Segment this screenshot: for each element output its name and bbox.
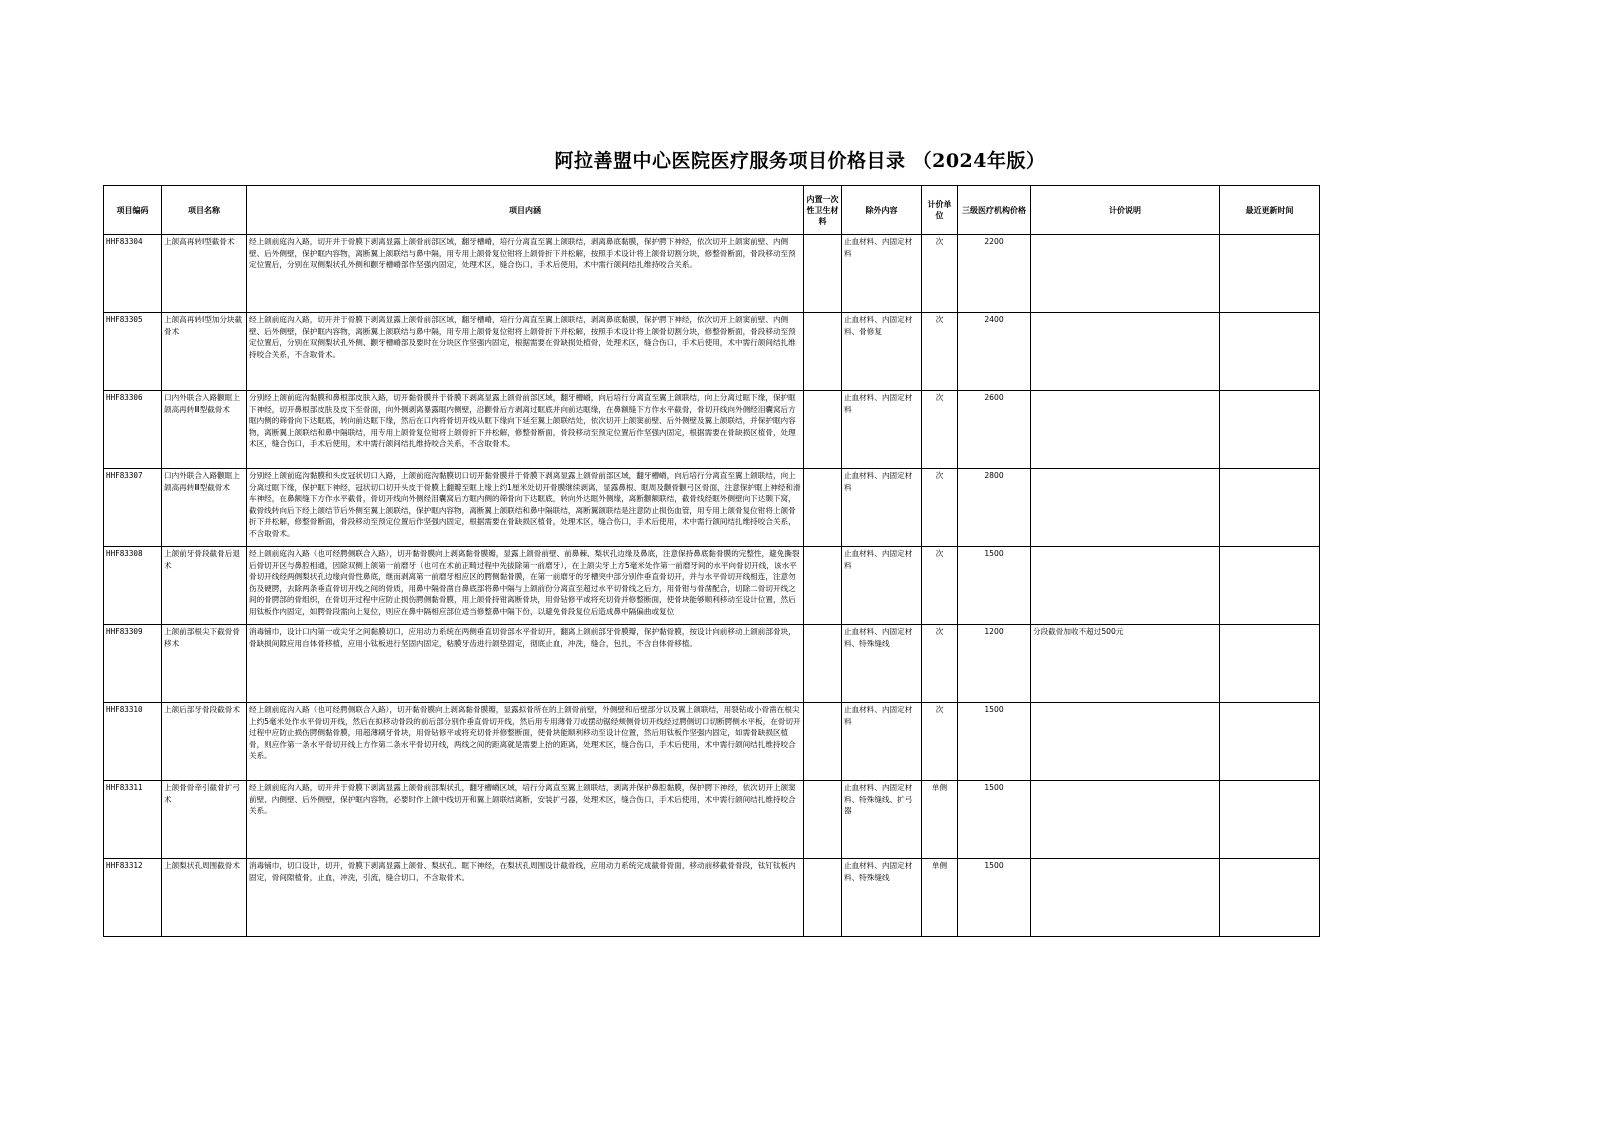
cell-material bbox=[804, 547, 842, 625]
cell-name: 上颌前部根尖下截骨骨移术 bbox=[162, 625, 247, 703]
cell-note bbox=[1031, 781, 1220, 859]
cell-code: HHF83306 bbox=[104, 391, 162, 469]
cell-price: 2400 bbox=[958, 313, 1031, 391]
cell-price: 2800 bbox=[958, 469, 1031, 547]
cell-updated bbox=[1220, 547, 1320, 625]
cell-content: 分别经上颌前庭沟黏膜和头皮冠状切口入路，上颌前庭沟黏膜切口切开黏骨膜并于骨膜下剥离显露上颌骨前部区域，翻牙槽嵴，向后培行分离直至翼上颌联结，向上分离过眶下缘，保护眶下神经，冠状切口切开头皮于骨膜上翻瓣至眶上缘上约1厘米处切开骨膜继续剥离，显露鼻根、眶周及颧骨颧弓区骨面，注意保护眶上神经和滑车神经，在鼻额缝下方作水平截骨，骨切开线向外侧经泪囊窝后方眶内侧的筛骨向下达眶底，转向外达眶外侧缘，离断颧额联结，截骨线经眶外侧壁向下达颞下窝，截骨线转向后下经上颌结节后外侧至翼上颌联结，保护眶内容物，离断翼上颌联结和鼻中隔联结，离断翼颌联结是注意防止损伤血管，用专用上颌骨复位钳将上颌骨折下并松解，修整骨断面，骨段移动至预定位置后作坚强内固定，根据需要在骨缺损区植骨，处理术区，缝合伤口，手术后使用，术中需行颌间结扎维持咬合关系，不含取骨术。 bbox=[247, 469, 804, 547]
table-row bbox=[104, 313, 1320, 391]
cell-unit: 次 bbox=[922, 703, 958, 781]
cell-name: 上颌梨状孔周围截骨术 bbox=[162, 859, 247, 937]
cell-material bbox=[804, 391, 842, 469]
cell-note bbox=[1031, 469, 1220, 547]
cell-name: 上颌后部牙骨段截骨术 bbox=[162, 703, 247, 781]
cell-price: 1200 bbox=[958, 625, 1031, 703]
cell-unit: 单侧 bbox=[922, 781, 958, 859]
cell-excluded: 止血材料、内固定材料 bbox=[842, 469, 922, 547]
cell-excluded: 止血材料、内固定材料、特殊缝线、扩弓器 bbox=[842, 781, 922, 859]
cell-price: 2200 bbox=[958, 235, 1031, 313]
cell-price: 1500 bbox=[958, 781, 1031, 859]
cell-content: 经上颌前庭沟入路，切开并于骨膜下剥离显露上颌骨前部区域，翻牙槽嵴，培行分离直至翼上颌联结，剥离鼻底黏膜，保护腭下神经，依次切开上颌窦前壁、内侧壁、后外侧壁，保护眶内容物，离断翼上颌联结与鼻中隔，用专用上颌骨复位钳将上颌骨折下并松解，按照手术设计将上颌骨切割分块，修整骨断面，骨段移动至预定位置后，分别在双侧梨状孔外侧和颧牙槽嵴部作坚强内固定，处理术区，缝合伤口，手术后使用，术中需行颌间结扎维持咬合关系。 bbox=[247, 235, 804, 313]
cell-name: 口内外联合入路颧眶上颌高再转Ⅲ型截骨术 bbox=[162, 469, 247, 547]
cell-unit: 次 bbox=[922, 469, 958, 547]
table-row bbox=[104, 703, 1320, 781]
cell-code: HHF83305 bbox=[104, 313, 162, 391]
cell-material bbox=[804, 235, 842, 313]
cell-excluded: 止血材料、内固定材料 bbox=[842, 391, 922, 469]
cell-updated bbox=[1220, 703, 1320, 781]
header-price: 三级医疗机构价格 bbox=[958, 186, 1031, 235]
price-table bbox=[103, 185, 1320, 937]
cell-material bbox=[804, 313, 842, 391]
cell-price: 2600 bbox=[958, 391, 1031, 469]
cell-content: 经上颌前庭沟入路，切开并于骨膜下剥离显露上颌骨前部区域，翻牙槽嵴，培行分离直至翼上颌联结，剥离鼻底黏膜，保护腭下神经，依次切开上颌窦前壁、内侧壁、后外侧壁，保护眶内容物，离断翼上颌联结与鼻中隔，用专用上颌骨复位钳将上颌骨折下并松解，按照手术设计将上颌骨切割分块，修整骨断面，骨段移动至预定位置后，分别在双侧梨状孔外侧、颧牙槽嵴部及要时在分块区作坚强内固定，根据需要在骨缺损处植骨，处理术区，缝合伤口，手术后使用，术中需行颌间结扎维持咬合关系，不含取骨术。 bbox=[247, 313, 804, 391]
cell-excluded: 止血材料、内固定材料、特殊缝线 bbox=[842, 859, 922, 937]
cell-code: HHF83309 bbox=[104, 625, 162, 703]
cell-material bbox=[804, 781, 842, 859]
cell-name: 上颌高再转Ⅰ型截骨术 bbox=[162, 235, 247, 313]
table-row bbox=[104, 391, 1320, 469]
header-material: 内置一次性卫生材料 bbox=[804, 186, 842, 235]
cell-unit: 次 bbox=[922, 547, 958, 625]
cell-unit: 次 bbox=[922, 625, 958, 703]
cell-updated bbox=[1220, 391, 1320, 469]
cell-excluded: 止血材料、内固定材料 bbox=[842, 547, 922, 625]
header-excluded: 除外内容 bbox=[842, 186, 922, 235]
cell-updated bbox=[1220, 313, 1320, 391]
cell-updated bbox=[1220, 235, 1320, 313]
cell-updated bbox=[1220, 625, 1320, 703]
header-name: 项目名称 bbox=[162, 186, 247, 235]
cell-material bbox=[804, 625, 842, 703]
cell-name: 上颌骨骨牵引截骨扩弓术 bbox=[162, 781, 247, 859]
cell-code: HHF83307 bbox=[104, 469, 162, 547]
table-row bbox=[104, 547, 1320, 625]
cell-unit: 单侧 bbox=[922, 859, 958, 937]
cell-excluded: 止血材料、内固定材料、骨修复 bbox=[842, 313, 922, 391]
cell-note bbox=[1031, 235, 1220, 313]
cell-content: 消毒铺巾，切口设计，切开，骨膜下剥离显露上颌骨、梨状孔、眶下神经，在梨状孔周围设计截骨线，应用动力系统完成截骨骨面，移动前移截骨骨段，钛钉钛板内固定，骨间隙植骨，止血，冲洗，引流，缝合切口，不含取骨术。 bbox=[247, 859, 804, 937]
cell-excluded: 止血材料、内固定材料 bbox=[842, 235, 922, 313]
cell-note bbox=[1031, 313, 1220, 391]
cell-material bbox=[804, 469, 842, 547]
cell-note bbox=[1031, 859, 1220, 937]
cell-code: HHF83312 bbox=[104, 859, 162, 937]
table-row bbox=[104, 859, 1320, 937]
cell-note bbox=[1031, 547, 1220, 625]
cell-code: HHF83310 bbox=[104, 703, 162, 781]
header-code: 项目编码 bbox=[104, 186, 162, 235]
cell-price: 1500 bbox=[958, 703, 1031, 781]
cell-material bbox=[804, 859, 842, 937]
cell-note: 分段截骨加收不超过500元 bbox=[1031, 625, 1220, 703]
cell-name: 上颌前牙骨段截骨后退术 bbox=[162, 547, 247, 625]
cell-excluded: 止血材料、内固定材料 bbox=[842, 703, 922, 781]
table-row bbox=[104, 469, 1320, 547]
cell-content: 经上颌前庭沟入路，切开并于骨膜下剥离显露上颌骨前部梨状孔，翻牙槽嵴区域，培行分离直至翼上颌联结，剥离并保护鼻腔黏膜，保护腭下神经，依次切开上颌窦前壁、内侧壁、后外侧壁，保护眶内容物，必要时作上颌中线切开和翼上颌联结离断，安装扩弓器，处理术区，缝合伤口，手术后使用，术中需行颌间结扎维持咬合关系。 bbox=[247, 781, 804, 859]
header-updated: 最近更新时间 bbox=[1220, 186, 1320, 235]
cell-excluded: 止血材料、内固定材料、特殊缝线 bbox=[842, 625, 922, 703]
cell-code: HHF83304 bbox=[104, 235, 162, 313]
cell-content: 经上颌前庭沟入路（也可经腭侧联合入路），切开黏骨膜向上剥离黏骨膜瓣，显露拟骨所在的上颌骨前壁，外侧壁和后壁部分以及翼上颌联结，用裂钻或小骨凿在根尖上约5毫米处作水平骨切开线，然后在拟移动骨段的前后部分别作垂直骨切开线，然后用专用薄骨刀或摆动锯经颊侧骨切开线经过腭侧切口切断腭侧水平板，在骨切开过程中应防止损伤腭侧黏骨膜，用超薄刷牙骨块，用骨钻修平或将充切骨并修整断面，使骨块能顺利移动至设计位置，然后用钛板作坚强内固定，如需骨缺损区植骨，则应作第一条水平骨切开线上方作第二条水平骨切开线，两线之间的距离就是需要上抬的距离，处理术区，缝合伤口，手术后使用，术中需行颌间结扎维持咬合关系。 bbox=[247, 703, 804, 781]
cell-name: 上颌高再转Ⅰ型加分块截骨术 bbox=[162, 313, 247, 391]
header-unit: 计价单位 bbox=[922, 186, 958, 235]
cell-updated bbox=[1220, 859, 1320, 937]
cell-content: 分别经上颌前庭沟黏膜和鼻根部皮肤入路，切开黏骨膜并于骨膜下剥离显露上颌骨前部区域，翻牙槽嵴，向后培行分离直至翼上颌联结，向上分离过眶下缘，保护眶下神经，切开鼻根部皮肤及皮下至骨面，向外侧剥离暴露眶内侧壁，沿颧骨后方剥离过眶底并向前达眶缘，在鼻额缝下方作水平截骨，骨切开线向外侧经泪囊窝后方眶内侧的筛骨向下达眶底，转向前达眶下缘，然后在口内将骨切开线从眶下缘向下延至翼上颌联结处，依次切开上颌窦前壁、后外侧壁及翼上颌联结，并保护眶内容物，离断翼上颌联结和鼻中隔联结，用专用上颌骨复位钳将上颌骨折下并松解，修整骨断面，骨段移动至预定位置后作坚强内固定，根据需要在骨缺损区植骨，处理术区，缝合伤口，手术后使用，术中需行颌间结扎维持咬合关系，不含取骨术。 bbox=[247, 391, 804, 469]
table-row bbox=[104, 781, 1320, 859]
cell-code: HHF83308 bbox=[104, 547, 162, 625]
page-title: 阿拉善盟中心医院医疗服务项目价格目录 （2024年版） bbox=[554, 150, 1046, 172]
cell-material bbox=[804, 703, 842, 781]
table-row bbox=[104, 625, 1320, 703]
cell-name: 口内外联合入路颧眶上颌高再转Ⅲ型截骨术 bbox=[162, 391, 247, 469]
cell-price: 1500 bbox=[958, 859, 1031, 937]
cell-unit: 次 bbox=[922, 313, 958, 391]
cell-updated bbox=[1220, 781, 1320, 859]
cell-unit: 次 bbox=[922, 391, 958, 469]
header-row bbox=[104, 186, 1320, 235]
cell-price: 1500 bbox=[958, 547, 1031, 625]
cell-note bbox=[1031, 391, 1220, 469]
cell-unit: 次 bbox=[922, 235, 958, 313]
header-note: 计价说明 bbox=[1031, 186, 1220, 235]
table-row bbox=[104, 235, 1320, 313]
cell-content: 经上颌前庭沟入路（也可经腭侧联合入路），切开黏骨膜向上剥离黏骨膜瓣，显露上颌骨前壁、前鼻棘、梨状孔边缘及鼻底，注意保持鼻底黏骨膜的完整性，避免撕裂后骨切开区与鼻腔相通，因除双侧上颌第一前磨牙（也可在术前正畸过程中先拔除第一前磨牙），在上颌尖牙上方5毫米处作第一前磨牙间的水平向骨切开线，该水平骨切开线经两侧梨状孔边缘向骨性鼻底，继而剥离第一前磨牙相应区的腭侧黏骨膜，在第一前磨牙的牙槽突中部分别作垂直骨切开，并与水平骨切开线相连，注意勿伤及硬腭，去除两条垂直骨切开线之间的骨质，用鼻中隔骨凿自鼻底部将鼻中隔与上颌前份分离直至超过水平切骨线之后方，用骨钳与骨凿配合，切除二骨切开线之间的骨腭部的骨组织，在骨切开过程中应防止损伤腭侧黏骨膜，用上颌骨持钳离断骨块，用骨钻修平或将充切骨并修整断面，使骨块能够顺利移动至设计位置，然后用钛板作内固定，如腭骨段需向上复位，则应在鼻中隔相应部位适当修整鼻中隔下份，以避免骨段复位后造成鼻中隔偏曲或复位 bbox=[247, 547, 804, 625]
header-content: 项目内涵 bbox=[247, 186, 804, 235]
cell-note bbox=[1031, 703, 1220, 781]
cell-updated bbox=[1220, 469, 1320, 547]
cell-content: 消毒铺巾，设计口内第一或尖牙之间黏膜切口，应用动力系统在两侧垂直切骨部水平骨切开，翻离上颌前部牙骨膜瓣，保护黏骨膜，按设计向前移动上颌前部骨块，骨缺损间隙应用自体骨移植，应用小钛板进行坚固内固定，粘膜牙齿进行颌垫固定，彻底止血，冲洗，缝合，包扎，不含自体骨移植。 bbox=[247, 625, 804, 703]
cell-code: HHF83311 bbox=[104, 781, 162, 859]
